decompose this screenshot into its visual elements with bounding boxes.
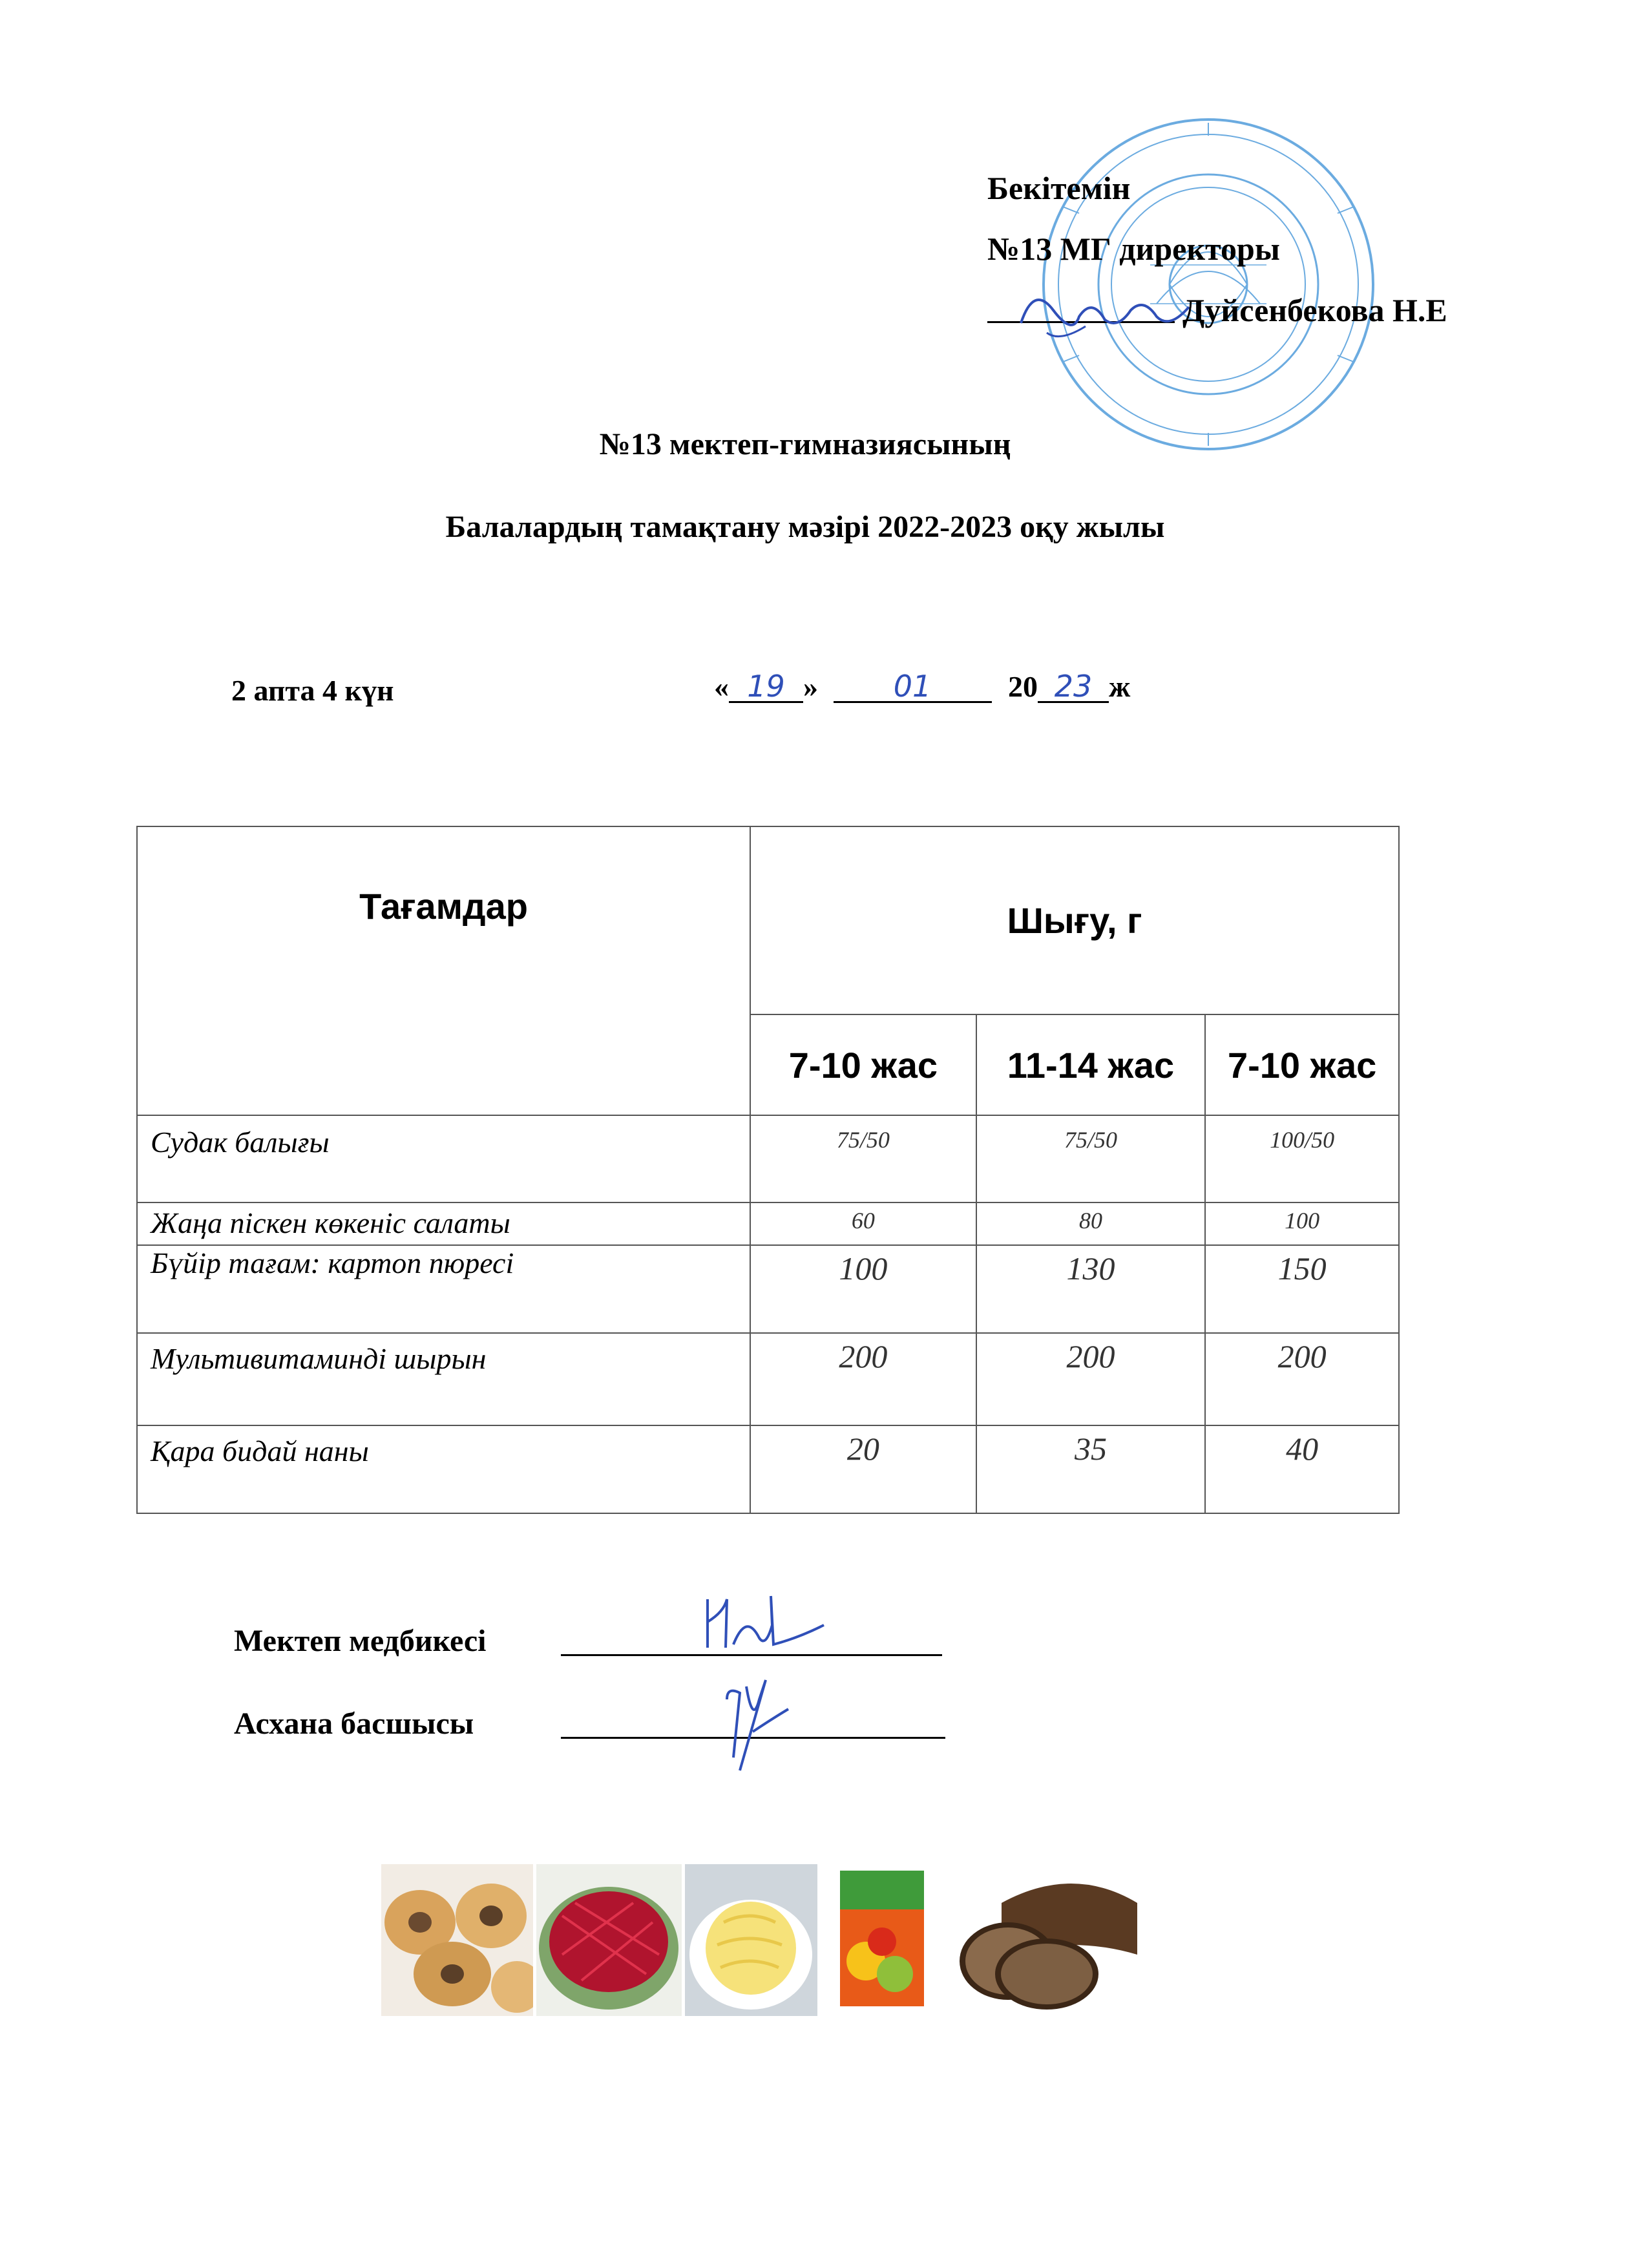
date-day: 19 — [729, 671, 803, 703]
header-age-3: 7-10 жас — [1205, 1014, 1399, 1115]
juice-box-photo — [827, 1864, 940, 2016]
canteen-label: Асхана басшысы — [234, 1706, 474, 1741]
value-cell: 200 — [1205, 1333, 1399, 1425]
director-signature-icon — [1008, 271, 1202, 355]
fried-fish-photo — [381, 1864, 533, 2016]
food-name: Мультивитаминді шырын — [137, 1333, 750, 1425]
value-cell: 100 — [1205, 1202, 1399, 1245]
nurse-signature-icon — [695, 1586, 830, 1664]
value-cell: 100 — [750, 1245, 976, 1333]
school-heading: №13 мектеп-гимназиясының — [599, 427, 1011, 461]
table-row — [137, 1425, 1399, 1513]
food-photos — [381, 1864, 1144, 2016]
date-open-quote: « — [714, 670, 729, 703]
table-header-row — [137, 826, 1399, 1014]
menu-title: Балалардың тамақтану мәзірі 2022-2023 оқу жылы — [445, 510, 1165, 544]
director-name: Дуйсенбекова Н.Е — [1182, 292, 1447, 328]
value-cell: 150 — [1205, 1245, 1399, 1333]
value-cell: 35 — [976, 1425, 1206, 1513]
director-title: №13 МГ директоры — [987, 231, 1280, 267]
food-name: Қара бидай наны — [137, 1425, 750, 1513]
food-name: Судак балығы — [137, 1115, 750, 1202]
rye-bread-photo — [950, 1864, 1144, 2016]
value-cell: 100/50 — [1205, 1115, 1399, 1202]
approval-label: Бекітемін — [987, 170, 1131, 206]
date-year-prefix: 20 — [1008, 670, 1038, 703]
value-cell: 60 — [750, 1202, 976, 1245]
date-line — [714, 669, 1130, 704]
value-cell: 200 — [976, 1333, 1206, 1425]
value-cell: 80 — [976, 1202, 1206, 1245]
value-cell: 200 — [750, 1333, 976, 1425]
beet-salad-photo — [536, 1864, 682, 2016]
nurse-label: Мектеп медбикесі — [234, 1624, 487, 1658]
date-close-quote: » — [803, 670, 818, 703]
mashed-potato-photo — [685, 1864, 817, 2016]
date-year-mark: ж — [1109, 670, 1131, 703]
canteen-signature-icon — [714, 1674, 804, 1780]
value-cell: 75/50 — [976, 1115, 1206, 1202]
value-cell: 40 — [1205, 1425, 1399, 1513]
value-cell: 130 — [976, 1245, 1206, 1333]
header-output: Шығу, г — [750, 826, 1399, 1014]
table-row — [137, 1333, 1399, 1425]
date-month: 01 — [834, 671, 992, 703]
value-cell: 75/50 — [750, 1115, 976, 1202]
food-name: Жаңа піскен көкеніс салаты — [137, 1202, 750, 1245]
header-age-1: 7-10 жас — [750, 1014, 976, 1115]
menu-table — [136, 826, 1400, 1514]
header-foods: Тағамдар — [137, 826, 750, 1115]
date-year-suffix: 23 — [1038, 671, 1109, 703]
week-day-label: 2 апта 4 күн — [231, 674, 394, 707]
table-row — [137, 1245, 1399, 1333]
food-name: Бүйір тағам: картоп пюресі — [137, 1245, 750, 1333]
value-cell: 20 — [750, 1425, 976, 1513]
header-age-2: 11-14 жас — [976, 1014, 1206, 1115]
table-row — [137, 1115, 1399, 1202]
table-row — [137, 1202, 1399, 1245]
